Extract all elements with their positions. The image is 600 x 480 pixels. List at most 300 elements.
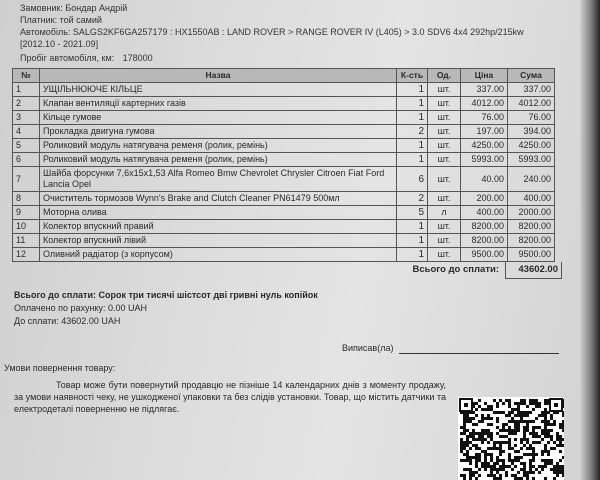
qr-module [508,420,511,423]
qr-module [496,456,499,459]
qr-module [514,423,517,426]
cell-quantity: 5 [397,206,428,220]
qr-module [469,456,472,459]
qr-module [535,405,538,408]
cell-quantity: 1 [397,83,428,97]
qr-module [505,429,508,432]
qr-module [472,432,475,435]
qr-module [475,444,478,447]
column-header: Сума [508,69,555,83]
cell-name: Роликовий модуль натягувача ременя (ролик, ремінь) [40,153,397,167]
qr-module [499,468,502,471]
cell-number: 8 [13,192,40,206]
qr-module [487,405,490,408]
qr-module [529,453,532,456]
cell-price: 9500.00 [461,248,508,262]
qr-module [535,441,538,444]
qr-module [481,420,484,423]
qr-module [508,465,511,468]
qr-module [559,426,562,429]
qr-module [550,459,553,462]
qr-code-icon [458,397,564,480]
cell-quantity: 1 [397,139,428,153]
qr-module [463,420,466,423]
paid-amount: Оплачено по рахунку: 0.00 UAH [14,303,148,313]
qr-module [544,417,547,420]
qr-module [508,411,511,414]
qr-module [529,444,532,447]
qr-module [463,459,466,462]
qr-module [502,426,505,429]
cell-sum: 8200.00 [508,234,555,248]
qr-module [475,432,478,435]
returns-title: Умови повернення товару: [4,363,116,373]
cell-price: 8200.00 [461,234,508,248]
qr-module [472,417,475,420]
qr-module [508,399,511,402]
qr-module [541,429,544,432]
qr-module [541,453,544,456]
payer: Платник: той самий [20,15,102,25]
qr-module [544,459,547,462]
qr-module [499,453,502,456]
qr-module [550,438,553,441]
qr-module [508,447,511,450]
qr-module [508,426,511,429]
qr-module [538,435,541,438]
qr-module [499,411,502,414]
qr-module [514,474,517,477]
qr-module [466,459,469,462]
qr-module [505,435,508,438]
qr-module [523,426,526,429]
qr-module [493,399,496,402]
qr-module [559,465,562,468]
total-label: Всього до сплати: [412,264,499,275]
qr-module [463,468,466,471]
qr-module [490,459,493,462]
qr-module [496,420,499,423]
qr-module [550,468,553,471]
qr-module [460,432,463,435]
cell-price: 5993.00 [461,153,508,167]
qr-module [535,402,538,405]
qr-module [562,429,564,432]
cell-name: Шайба форсунки 7,6x15x1,53 Alfa Romeo Bmw Chevrolet Chrysler Citroen Fiat Ford Lancia Opel [40,167,397,192]
qr-module [469,432,472,435]
cell-price: 197.00 [461,125,508,139]
qr-module [502,459,505,462]
qr-module [463,414,466,417]
qr-module [520,411,523,414]
qr-module [523,468,526,471]
qr-module [493,468,496,471]
cell-number: 10 [13,220,40,234]
qr-module [535,417,538,420]
qr-module [520,438,523,441]
qr-module [556,444,559,447]
qr-module [484,465,487,468]
qr-module [559,450,562,453]
qr-module [514,402,517,405]
qr-module [526,423,529,426]
qr-module [475,438,478,441]
qr-module [559,444,562,447]
qr-module [532,432,535,435]
qr-module [556,435,559,438]
qr-module [469,471,472,474]
qr-module [499,459,502,462]
qr-module [529,411,532,414]
qr-module [496,471,499,474]
qr-module [526,471,529,474]
qr-module [526,426,529,429]
qr-module [556,474,559,477]
qr-module [478,420,481,423]
qr-module [562,414,564,417]
qr-module [505,471,508,474]
cell-name: Очиститель тормозов Wynn's Brake and Clutch Cleaner PN61479 500мл [40,192,397,206]
qr-module [502,423,505,426]
cell-unit: шт. [428,139,461,153]
qr-module [466,417,469,420]
qr-module [490,417,493,420]
qr-module [505,414,508,417]
qr-module [481,438,484,441]
qr-module [484,432,487,435]
cell-number: 4 [13,125,40,139]
qr-module [508,453,511,456]
qr-finder-center [464,403,468,407]
qr-module [460,450,463,453]
cell-quantity: 1 [397,220,428,234]
qr-module [547,453,550,456]
qr-module [553,471,556,474]
qr-module [481,432,484,435]
qr-module [526,429,529,432]
qr-module [529,465,532,468]
cell-sum: 4250.00 [508,139,555,153]
qr-module [517,411,520,414]
qr-module [472,429,475,432]
qr-module [541,468,544,471]
qr-module [523,402,526,405]
qr-module [466,450,469,453]
qr-module [517,456,520,459]
qr-module [487,408,490,411]
table-row [13,206,555,220]
qr-module [511,462,514,465]
qr-module [559,435,562,438]
qr-module [541,432,544,435]
qr-module [484,417,487,420]
qr-module [499,435,502,438]
qr-module [535,453,538,456]
qr-module [499,465,502,468]
qr-module [547,450,550,453]
qr-module [496,417,499,420]
table-row [13,83,555,97]
qr-module [487,414,490,417]
qr-module [478,447,481,450]
signature-row [342,340,570,354]
qr-module [520,462,523,465]
qr-module [547,462,550,465]
cell-quantity: 1 [397,234,428,248]
qr-module [508,405,511,408]
qr-module [478,399,481,402]
table-row [13,234,555,248]
qr-module [532,456,535,459]
qr-module [490,453,493,456]
qr-module [487,465,490,468]
qr-module [478,438,481,441]
total-row [0,262,562,279]
qr-module [508,438,511,441]
qr-module [487,429,490,432]
qr-module [469,474,472,477]
qr-module [529,468,532,471]
qr-module [466,441,469,444]
qr-module [559,438,562,441]
qr-module [538,426,541,429]
qr-module [556,432,559,435]
qr-module [511,447,514,450]
qr-module [490,474,493,477]
qr-module [490,471,493,474]
qr-module [556,438,559,441]
qr-module [517,405,520,408]
qr-module [532,435,535,438]
qr-module [544,447,547,450]
qr-module [529,459,532,462]
table-row [13,220,555,234]
qr-module [466,429,469,432]
qr-module [475,447,478,450]
qr-module [538,402,541,405]
column-header: Од. [428,69,461,83]
qr-module [490,435,493,438]
qr-module [466,456,469,459]
qr-module [502,429,505,432]
cell-number: 3 [13,111,40,125]
qr-module [526,438,529,441]
qr-module [529,462,532,465]
qr-module [481,450,484,453]
cell-price: 337.00 [461,83,508,97]
qr-module [562,420,564,423]
qr-module [520,417,523,420]
cell-name: Колектор впускний лівий [40,234,397,248]
qr-module [463,423,466,426]
cell-price: 8200.00 [461,220,508,234]
qr-module [487,441,490,444]
qr-module [472,423,475,426]
qr-module [514,429,517,432]
qr-module [478,456,481,459]
qr-module [514,456,517,459]
qr-module [508,456,511,459]
cell-sum: 400.00 [508,192,555,206]
qr-module [520,468,523,471]
cell-unit: шт. [428,125,461,139]
qr-module [511,429,514,432]
table-row [13,167,555,192]
qr-module [532,402,535,405]
qr-module [487,462,490,465]
qr-module [490,405,493,408]
qr-module [514,432,517,435]
qr-module [499,447,502,450]
vehicle: Автомобіль: SALGS2KF6GA257179 : HX1550AB : LAND ROVER > RANGE ROVER IV (L405) > 3.0 SDV6 4x4 292hp/215kw [20,27,524,37]
qr-module [544,402,547,405]
qr-module [544,408,547,411]
qr-module [544,420,547,423]
cell-name: Кільце гумове [40,111,397,125]
qr-module [529,447,532,450]
qr-module [460,447,463,450]
qr-module [541,459,544,462]
qr-module [475,402,478,405]
qr-module [472,471,475,474]
qr-module [478,474,481,477]
qr-module [481,441,484,444]
mileage-label: Пробіг автомобіля, км: [20,53,115,63]
qr-module [496,405,499,408]
qr-module [544,450,547,453]
qr-module [505,441,508,444]
qr-module [553,447,556,450]
qr-module [559,471,562,474]
cell-number: 9 [13,206,40,220]
qr-module [538,465,541,468]
qr-module [460,459,463,462]
qr-module [517,408,520,411]
qr-module [547,423,550,426]
qr-module [556,471,559,474]
cell-unit: шт. [428,248,461,262]
qr-module [493,447,496,450]
qr-module [472,444,475,447]
qr-module [478,459,481,462]
cell-unit: шт. [428,153,461,167]
qr-module [547,432,550,435]
signature-line [399,343,559,354]
cell-unit: шт. [428,220,461,234]
signed-by-label: Виписав(ла) [342,343,394,353]
cell-price: 76.00 [461,111,508,125]
column-header: К-сть [397,69,428,83]
qr-module [472,474,475,477]
qr-module [514,459,517,462]
cell-quantity: 1 [397,97,428,111]
cell-unit: шт. [428,111,461,125]
mileage-row [20,52,565,64]
qr-module [508,429,511,432]
cell-name: УЩІЛЬНЮЮЧЕ КІЛЬЦЕ [40,83,397,97]
qr-module [532,471,535,474]
qr-module [481,414,484,417]
qr-module [544,423,547,426]
qr-module [484,468,487,471]
qr-module [544,399,547,402]
qr-module [490,408,493,411]
qr-module [550,429,553,432]
qr-module [475,456,478,459]
qr-module [502,468,505,471]
qr-module [487,453,490,456]
qr-module [496,447,499,450]
qr-module [490,456,493,459]
cell-unit: шт. [428,192,461,206]
cell-unit: шт. [428,167,461,192]
qr-module [520,456,523,459]
qr-module [523,465,526,468]
qr-module [502,450,505,453]
qr-module [511,408,514,411]
cell-unit: шт. [428,97,461,111]
qr-module [493,474,496,477]
cell-number: 7 [13,167,40,192]
qr-module [538,405,541,408]
customer: Замовник: Бондар Андрій [20,3,128,13]
qr-module [544,414,547,417]
qr-module [514,420,517,423]
qr-module [460,426,463,429]
qr-module [487,423,490,426]
qr-module [553,441,556,444]
cell-price: 400.00 [461,206,508,220]
qr-module [520,414,523,417]
qr-module [523,444,526,447]
qr-module [475,408,478,411]
qr-module [529,420,532,423]
qr-module [493,411,496,414]
qr-module [472,435,475,438]
qr-module [502,402,505,405]
qr-module [466,444,469,447]
qr-module [517,423,520,426]
qr-module [541,420,544,423]
qr-module [514,414,517,417]
qr-module [550,417,553,420]
qr-module [460,441,463,444]
qr-module [529,432,532,435]
qr-module [514,450,517,453]
qr-module [493,444,496,447]
qr-module [523,453,526,456]
qr-module [550,414,553,417]
qr-module [526,405,529,408]
vehicle-years: [2012.10 - 2021.09] [20,39,99,49]
qr-module [499,441,502,444]
qr-module [484,429,487,432]
qr-module [556,465,559,468]
qr-module [541,411,544,414]
qr-module [487,447,490,450]
qr-module [463,417,466,420]
qr-module [499,474,502,477]
qr-module [517,426,520,429]
cell-sum: 337.00 [508,83,555,97]
qr-module [535,399,538,402]
qr-module [463,447,466,450]
qr-module [562,438,564,441]
qr-module [562,474,564,477]
cell-name: Прокладка двигуна гумова [40,125,397,139]
qr-module [514,465,517,468]
cell-number: 6 [13,153,40,167]
